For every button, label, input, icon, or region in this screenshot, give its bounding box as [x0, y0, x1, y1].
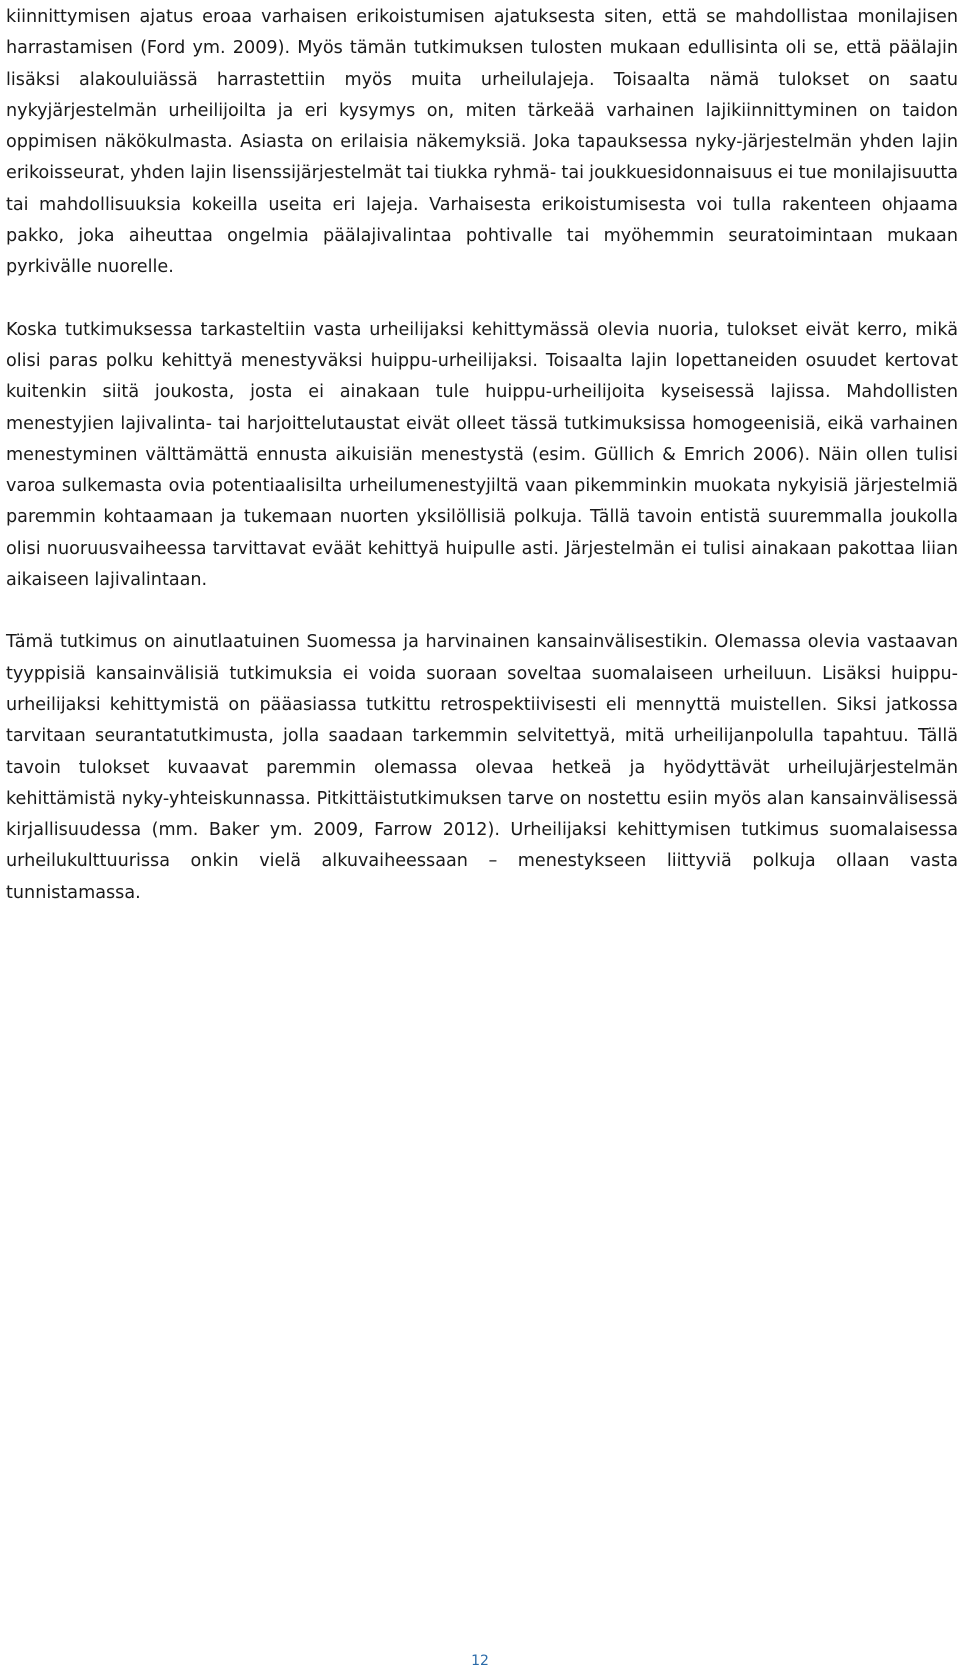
- paragraph-1: kiinnittymisen ajatus eroaa varhaisen erikoistumisen ajatuksesta siten, että se mahdollistaa monilajisen harrastamisen (Ford ym. 2009). Myös tämän tutkimuksen tulosten mukaan edullisinta oli se, että päälajin lisäksi alakouluiässä harrastettiin myös muita urheilulajeja. Toisaalta nämä tulokset on saatu nykyjärjestelmän urheilijoilta ja eri kysymys on, miten tärkeää varhainen lajikiinnittyminen on taidon oppimisen näkökulmasta. Asiasta on erilaisia näkemyksiä. Joka tapauksessa nyky-järjestelmän yhden lajin erikoisseurat, yhden lajin lisenssijärjestelmät tai tiukka ryhmä- tai joukkuesidonnaisuus ei tue monilajisuutta tai mahdollisuuksia kokeilla useita eri lajeja. Varhaisesta erikoistumisesta voi tulla rakenteen ohjaama pakko, joka aiheuttaa ongelmia päälajivalintaa pohtivalle tai myöhemmin seuratoimintaan mukaan pyrkivälle nuorelle.: [6, 7, 958, 278]
- paragraph-3: Tämä tutkimus on ainutlaatuinen Suomessa ja harvinainen kansainvälisestikin. Olemassa olevia vastaavan tyyppisiä kansainvälisiä tutkimuksia ei voida suoraan soveltaa suomalaiseen urheiluun. Lisäksi huippu-urheilijaksi kehittymistä on pääasiassa tutkittu retrospektiivisesti eli mennyttä muistellen. Siksi jatkossa tarvitaan seurantatutkimusta, jolla saadaan tarkemmin selvitettyä, mitä urheilijanpolulla tapahtuu. Tällä tavoin tulokset kuvaavat paremmin olemassa olevaa hetkeä ja hyödyttävät urheilujärjestelmän kehittämistä nyky-yhteiskunnassa. Pitkittäistutkimuksen tarve on nostettu esiin myös alan kansainvälisessä kirjallisuudessa (mm. Baker ym. 2009, Farrow 2012). Urheilijaksi kehittymisen tutkimus suomalaisessa urheilukulttuurissa onkin vielä alkuvaiheessaan – menestykseen liittyviä polkuja ollaan vasta tunnistamassa.: [6, 632, 958, 903]
- page-number: 12: [471, 1653, 489, 1669]
- paragraph-2: Koska tutkimuksessa tarkasteltiin vasta urheilijaksi kehittymässä olevia nuoria, tulokset eivät kerro, mikä olisi paras polku kehittyä menestyväksi huippu-urheilijaksi. Toisaalta lajin lopettaneiden osuudet kertovat kuitenkin siitä joukosta, josta ei ainakaan tule huippu-urheilijoita kyseisessä lajissa. Mahdollisten menestyjien lajivalinta- tai harjoittelutaustat eivät olleet tässä tutkimuksissa homogeenisiä, eikä varhainen menestyminen välttämättä ennusta aikuisiän menestystä (esim. Güllich & Emrich 2006). Näin ollen tulisi varoa sulkemasta ovia potentiaalisilta urheilumenestyjiltä vaan pikemminkin muokata nykyisiä järjestelmiä paremmin kohtaamaan ja tukemaan nuorten yksilöllisiä polkuja. Tällä tavoin entistä suuremmalla joukolla olisi nuoruusvaiheessa tarvittavat eväät kehittyä huipulle asti. Järjestelmän ei tulisi ainakaan pakottaa liian aikaiseen lajivalintaan.: [6, 319, 958, 591]
- body-text: [6, 0, 958, 909]
